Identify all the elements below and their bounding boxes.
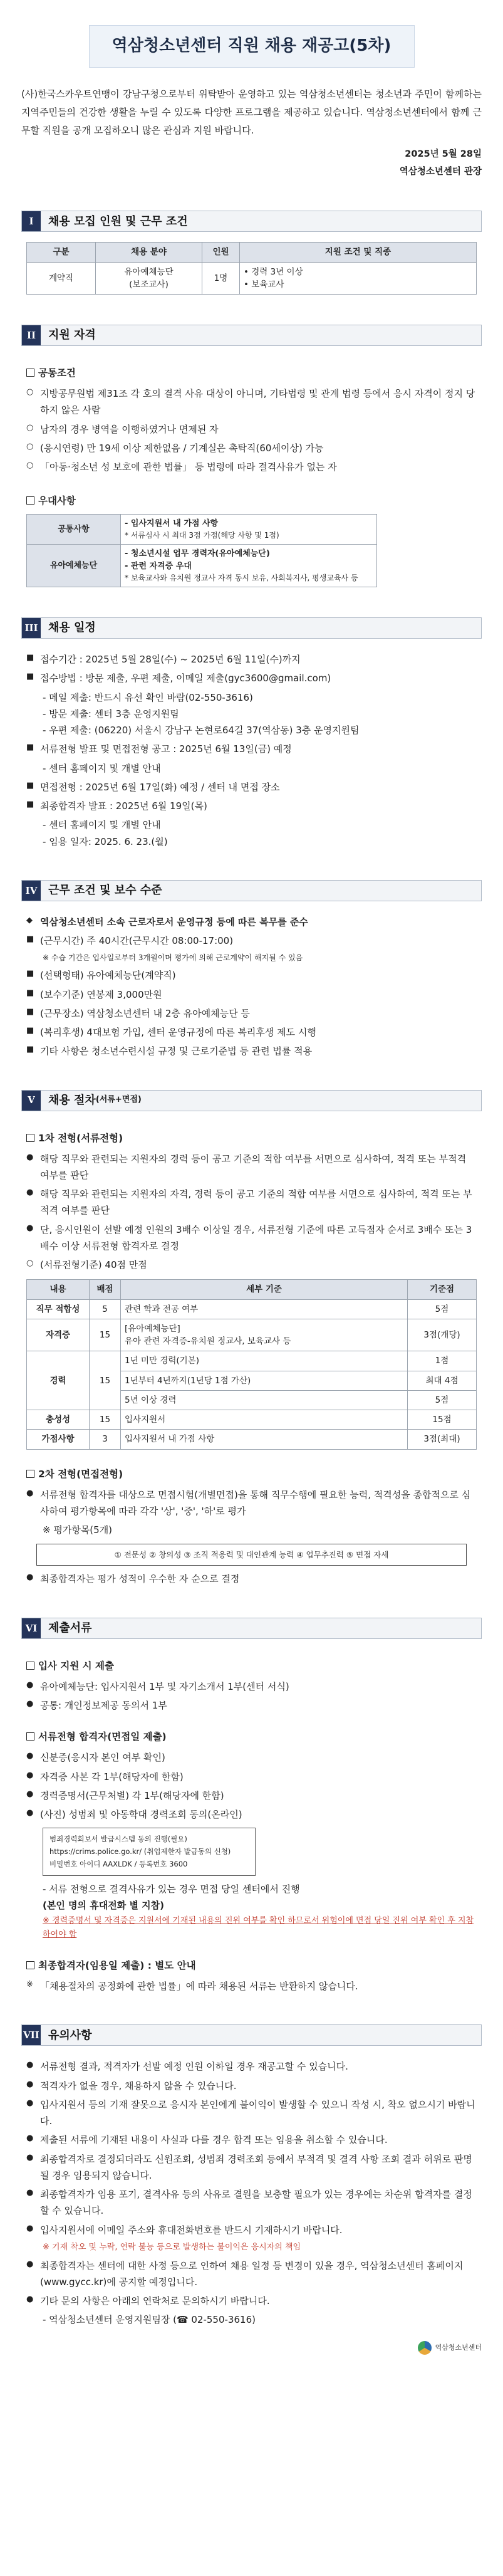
subsection-title: 1차 전형(서류전형) bbox=[26, 1130, 477, 1147]
criminal-record-box: 범죄경력회보서 발급시스템 동의 진행(필요) https://crims.police.go.kr/ (취업제한자 발급동의 신청) 비밀번호 아이디 AAXLDK / 등록번호 3600 bbox=[43, 1828, 256, 1876]
preference-table bbox=[26, 514, 377, 588]
subsection-title: 2차 전형(면접전형) bbox=[26, 1466, 477, 1483]
list-item: ● 신분증(응시자 본인 여부 확인) bbox=[26, 1751, 165, 1764]
section-qualifications bbox=[21, 325, 482, 587]
page-title: 역삼청소년센터 직원 채용 재공고(5차) bbox=[89, 25, 415, 68]
list-item: ● 경력증명서(근무처별) 각 1부(해당자에 한함) bbox=[26, 1789, 224, 1801]
section-number: V bbox=[22, 1091, 41, 1111]
table-cell: 자격증 bbox=[27, 1319, 90, 1351]
section-title: 채용 일정 bbox=[48, 621, 96, 635]
list-item: ● 제출된 서류에 기재된 내용이 사실과 다를 경우 합격 또는 임용을 취소할 수 있습니다. bbox=[26, 2134, 388, 2146]
list-item: ● 서류전형 결과, 적격자가 선발 예정 인원 이하일 경우 재공고할 수 있습니다. bbox=[26, 2060, 348, 2073]
pref-label: 공통사항 bbox=[27, 514, 121, 545]
list-item: ■ 최종합격자 발표 : 2025년 6월 19일(목) bbox=[26, 800, 207, 812]
table-header: 지원 조건 및 직종 bbox=[240, 243, 477, 262]
table-cell: 충성성 bbox=[27, 1410, 90, 1430]
contact-text: - 역삼청소년센터 운영지원팀장 (☎ 02-550-3616) bbox=[43, 2314, 256, 2326]
section-title: 제출서류 bbox=[48, 1621, 92, 1635]
table-cell: 직무 적합성 bbox=[27, 1299, 90, 1319]
eval-label: ※ 평가항목(5개) bbox=[43, 1524, 113, 1536]
list-item: ■ (근무장소) 역삼청소년센터 내 2층 유아예체능단 등 bbox=[26, 1007, 250, 1019]
sub-item: - 메일 제출: 반드시 유선 확인 바람(02-550-3616) bbox=[43, 691, 253, 703]
pref-content: - 청소년시설 업무 경력자(유아예체능단) - 관련 자격증 우대 * 보육교사와 유치원 정교사 자격 동시 보유, 사회복지사, 평생교육사 등 bbox=[121, 545, 377, 587]
table-cell: 5 bbox=[90, 1299, 121, 1319]
evaluation-items-box: ① 전문성 ② 창의성 ③ 조직 적응력 및 대인관계 능력 ④ 업무추진력 ⑤ 면접 자세 bbox=[36, 1544, 467, 1566]
table-cell: 3점(개당) bbox=[408, 1319, 477, 1351]
date-sign bbox=[21, 146, 482, 181]
list-item: ● 최종합격자로 결정되더라도 신원조회, 성범죄 경력조회 등에서 부적격 및 결격 사항 조회 결과 허위로 판명될 경우 임용되지 않습니다. bbox=[26, 2152, 472, 2181]
footer-logo bbox=[21, 2341, 482, 2355]
table-cell: 경력 bbox=[27, 1351, 90, 1410]
table-header: 세부 기준 bbox=[121, 1280, 408, 1299]
list-item: ※ 「채용절차의 공정화에 관한 법률」에 따라 채용된 서류는 반환하지 않습니다. bbox=[26, 1980, 358, 1992]
table-cell: 5년 이상 경력 bbox=[121, 1390, 408, 1410]
section-documents bbox=[21, 1618, 482, 1995]
list-item: ■ (보수기준) 연봉제 3,000만원 bbox=[26, 988, 162, 1000]
list-item: ○ (응시연령) 만 19세 이상 제한없음 / 기계실은 촉탁직(60세이상) 가능 bbox=[26, 441, 324, 454]
list-item: ◆ 역삼청소년센터 소속 근로자로서 운영규정 등에 따른 복무를 준수 bbox=[26, 915, 308, 928]
pref-content: - 입사지원서 내 가점 사항 * 서류심사 시 최대 3점 가점(해당 사항 및 1점) bbox=[121, 514, 377, 545]
sub-item: - 임용 일자: 2025. 6. 23.(월) bbox=[43, 835, 168, 847]
list-item: ● 단, 응시인원이 선발 예정 인원의 3배수 이상일 경우, 서류전형 기준에 따른 고득점자 순서로 3배수 또는 3배수 이상 서류전형 합격자로 결정 bbox=[26, 1223, 472, 1252]
section-number: II bbox=[22, 325, 41, 345]
table-cell: 3점(최대) bbox=[408, 1430, 477, 1449]
section-header bbox=[21, 880, 482, 901]
sub-item: (본인 명의 휴대전화 별 지참) bbox=[43, 1900, 164, 1912]
subsection-title: 우대사항 bbox=[26, 493, 477, 510]
table-header: 구분 bbox=[27, 243, 96, 262]
note-text: ※ 수습 기간은 입사일로부터 3개월이며 평가에 의해 근로계약이 해지될 수 있음 bbox=[43, 953, 303, 963]
screening-table bbox=[26, 1279, 477, 1449]
sub-item: - 방문 제출: 센터 3층 운영지원팀 bbox=[43, 708, 179, 720]
list-item: ● 자격증 사본 각 1부(해당자에 한함) bbox=[26, 1770, 184, 1783]
list-item: ● 입사지원서에 이메일 주소와 휴대전화번호를 반드시 기재하시기 바랍니다. bbox=[26, 2223, 343, 2236]
list-item: ■ 접수방법 : 방문 제출, 우편 제출, 이메일 제출(gyc3600@gmail.com) bbox=[26, 672, 331, 684]
section-schedule bbox=[21, 617, 482, 850]
section-recruitment bbox=[21, 211, 482, 295]
center-logo-icon bbox=[418, 2341, 432, 2355]
table-cell: 3 bbox=[90, 1430, 121, 1449]
section-header bbox=[21, 1090, 482, 1111]
table-cell: • 경력 3년 이상 • 보육교사 bbox=[240, 262, 477, 295]
section-title: 채용 절차 (서류+면접) bbox=[48, 1093, 142, 1107]
list-item: ■ 면접전형 : 2025년 6월 17일(화) 예정 / 센터 내 면접 장소 bbox=[26, 780, 280, 793]
subsection-title: 최종합격자(임용일 제출) : 별도 안내 bbox=[26, 1957, 477, 1974]
table-header: 배점 bbox=[90, 1280, 121, 1299]
section-header bbox=[21, 211, 482, 232]
table-cell: 계약직 bbox=[27, 262, 96, 295]
table-header: 채용 분야 bbox=[96, 243, 202, 262]
list-item: ■ 접수기간 : 2025년 5월 28일(수) ~ 2025년 6월 11일(수)까지 bbox=[26, 653, 301, 666]
section-working-conditions bbox=[21, 880, 482, 1060]
list-item: ○ 남자의 경우 병역을 이행하였거나 면제된 자 bbox=[26, 422, 219, 435]
list-item: ■ 서류전형 발표 및 면접전형 공고 : 2025년 6월 13일(금) 예정 bbox=[26, 743, 292, 755]
warning-text: ※ 기재 착오 및 누락, 연락 불능 등으로 발생하는 불이익은 응시자의 책임 bbox=[43, 2242, 301, 2252]
list-item: ● 입사지원서 등의 기재 잘못으로 응시자 본인에게 불이익이 발생할 수 있으니 작성 시, 착오 없으시기 바랍니다. bbox=[26, 2098, 475, 2127]
section-header bbox=[21, 617, 482, 639]
table-cell: 15점 bbox=[408, 1410, 477, 1430]
table-cell: 가점사항 bbox=[27, 1430, 90, 1449]
list-item: ■ 기타 사항은 청소년수련시설 규정 및 근로기준법 등 관련 법률 적용 bbox=[26, 1045, 313, 1057]
section-title: 지원 자격 bbox=[48, 328, 96, 342]
table-cell: [유아예체능단] 유아 관련 자격증-유치원 정교사, 보육교사 등 bbox=[121, 1319, 408, 1351]
pref-label: 유아예체능단 bbox=[27, 545, 121, 587]
table-cell: 1년 미만 경력(기본) bbox=[121, 1351, 408, 1371]
section-number: I bbox=[22, 211, 41, 231]
table-cell: 최대 4점 bbox=[408, 1371, 477, 1390]
list-item: ● 최종합격자가 임용 포기, 결격사유 등의 사유로 결원을 보충할 필요가 있는 경우에는 차순위 합격자를 결정할 수 있습니다. bbox=[26, 2188, 472, 2217]
section-number: VI bbox=[22, 1618, 41, 1638]
table-header: 내용 bbox=[27, 1280, 90, 1299]
section-procedure bbox=[21, 1090, 482, 1588]
subsection-title: 입사 지원 시 제출 bbox=[26, 1658, 477, 1675]
recruitment-table bbox=[26, 242, 477, 295]
section-header bbox=[21, 325, 482, 346]
section-title: 유의사항 bbox=[48, 2028, 92, 2042]
table-cell: 15 bbox=[90, 1351, 121, 1410]
table-cell: 15 bbox=[90, 1410, 121, 1430]
list-item: ■ (근무시간) 주 40시간(근무시간 08:00-17:00) bbox=[26, 935, 234, 947]
section-number: VII bbox=[22, 2025, 41, 2045]
table-cell: 입사지원서 내 가점 사항 bbox=[121, 1430, 408, 1449]
subsection-title: 서류전형 합격자(면접일 제출) bbox=[26, 1729, 477, 1746]
table-cell: 5점 bbox=[408, 1299, 477, 1319]
section-notes bbox=[21, 2024, 482, 2328]
table-cell: 15 bbox=[90, 1319, 121, 1351]
list-item: ● 서류전형 합격자를 대상으로 면접시험(개별면접)을 통해 직무수행에 필요한 능력, 적격성을 종합적으로 심사하여 평가항목에 따라 각각 '상', '중', '하'로 평가 bbox=[26, 1488, 471, 1517]
notice-date: 2025년 5월 28일 bbox=[405, 149, 482, 160]
table-cell: 유아예체능단 (보조교사) bbox=[96, 262, 202, 295]
sub-item: - 우편 제출: (06220) 서울시 강남구 논현로64길 37(역삼동) 3층 운영지원팀 bbox=[43, 725, 360, 736]
intro-paragraph: (사)한국스카우트연맹이 강남구청으로부터 위탁받아 운영하고 있는 역삼청소년센터는 청소년과 주민이 함께하는 지역주민들의 건강한 생활을 누릴 수 있도록 다양한 프로그램을 제공하고 있습니다. 역삼청소년센터에서 함께 근무할 직원을 공개 모집하오니 많은 관심과 지원 바랍니다. bbox=[21, 88, 482, 136]
list-item: ● 해당 직무와 관련되는 지원자의 경력 등이 공고 기준의 적합 여부를 서면으로 심사하여, 적격 또는 부적격 여부를 판단 bbox=[26, 1152, 467, 1181]
list-item: ■ (복리후생) 4대보험 가입, 센터 운영규정에 따른 복리후생 제도 시행 bbox=[26, 1026, 316, 1039]
section-title: 근무 조건 및 보수 수준 bbox=[48, 884, 162, 898]
table-cell: 1명 bbox=[202, 262, 240, 295]
table-header: 기준점 bbox=[408, 1280, 477, 1299]
list-item: ● 기타 문의 사항은 아래의 연락처로 문의하시기 바랍니다. bbox=[26, 2295, 270, 2307]
table-cell: 1년부터 4년까지(1년당 1점 가산) bbox=[121, 1371, 408, 1390]
table-header: 인원 bbox=[202, 243, 240, 262]
table-cell: 5점 bbox=[408, 1390, 477, 1410]
list-item: ● 최종합격자는 평가 성적이 우수한 자 순으로 결정 bbox=[26, 1573, 240, 1585]
subsection-title: 공통조건 bbox=[26, 365, 477, 382]
list-item: ○ 지방공무원법 제31조 각 호의 결격 사유 대상이 아니며, 기타법령 및 관계 법령 등에서 응시 자격이 정지 당하지 않은 사람 bbox=[26, 387, 475, 416]
section-header bbox=[21, 2024, 482, 2046]
list-item: ○ (서류전형기준) 40점 만점 bbox=[26, 1259, 147, 1271]
warning-text: ※ 경력증명서 및 자격증은 지원서에 기재된 내용의 진위 여부를 확인 하므로서 위험이에 면접 당일 진위 여부 확인 후 지참하여야 함 bbox=[43, 1915, 474, 1940]
list-item: ● 최종합격자는 센터에 대한 사정 등으로 인하여 채용 일정 등 변경이 있을 경우, 역삼청소년센터 홈페이지(www.gycc.kr)에 공지할 예정입니다. bbox=[26, 2259, 464, 2288]
table-cell: 관련 학과 전공 여부 bbox=[121, 1299, 408, 1319]
notice-signer: 역삼청소년센터 관장 bbox=[399, 166, 482, 177]
list-item: ○ 「아동·청소년 성 보호에 관한 법률」 등 법령에 따라 결격사유가 없는 자 bbox=[26, 461, 337, 473]
section-number: III bbox=[22, 618, 41, 638]
list-item: ● 유아예체능단: 입사지원서 1부 및 자기소개서 1부(센터 서식) bbox=[26, 1680, 289, 1692]
table-cell: 1점 bbox=[408, 1351, 477, 1371]
condition-text: 경력 3년 이상 bbox=[251, 266, 303, 277]
section-number: IV bbox=[22, 881, 41, 901]
list-item: ● 해당 직무와 관련되는 지원자의 자격, 경력 등이 공고 기준의 적합 여부를 서면으로 심사하여, 적격 또는 부적격 여부를 판단 bbox=[26, 1188, 472, 1217]
list-item: ● 공통: 개인정보제공 동의서 1부 bbox=[26, 1699, 167, 1712]
list-item: ● 적격자가 없을 경우, 채용하지 않을 수 있습니다. bbox=[26, 2079, 237, 2092]
section-title: 채용 모집 인원 및 근무 조건 bbox=[48, 214, 188, 228]
section-header bbox=[21, 1618, 482, 1639]
list-item: ● (사진) 성범죄 및 아동학대 경력조회 동의(온라인) bbox=[26, 1808, 242, 1821]
condition-text: 보육교사 bbox=[251, 279, 284, 290]
sub-item: - 센터 홈페이지 및 개별 안내 bbox=[43, 819, 161, 831]
logo-text: 역삼청소년센터 bbox=[435, 2343, 482, 2352]
table-cell: 입사지원서 bbox=[121, 1410, 408, 1430]
sub-item: - 서류 전형으로 결격사유가 있는 경우 면접 당일 센터에서 진행 bbox=[43, 1883, 300, 1895]
sub-item: - 센터 홈페이지 및 개별 안내 bbox=[43, 762, 161, 774]
list-item: ■ (선택형태) 유아예체능단(계약직) bbox=[26, 969, 176, 982]
